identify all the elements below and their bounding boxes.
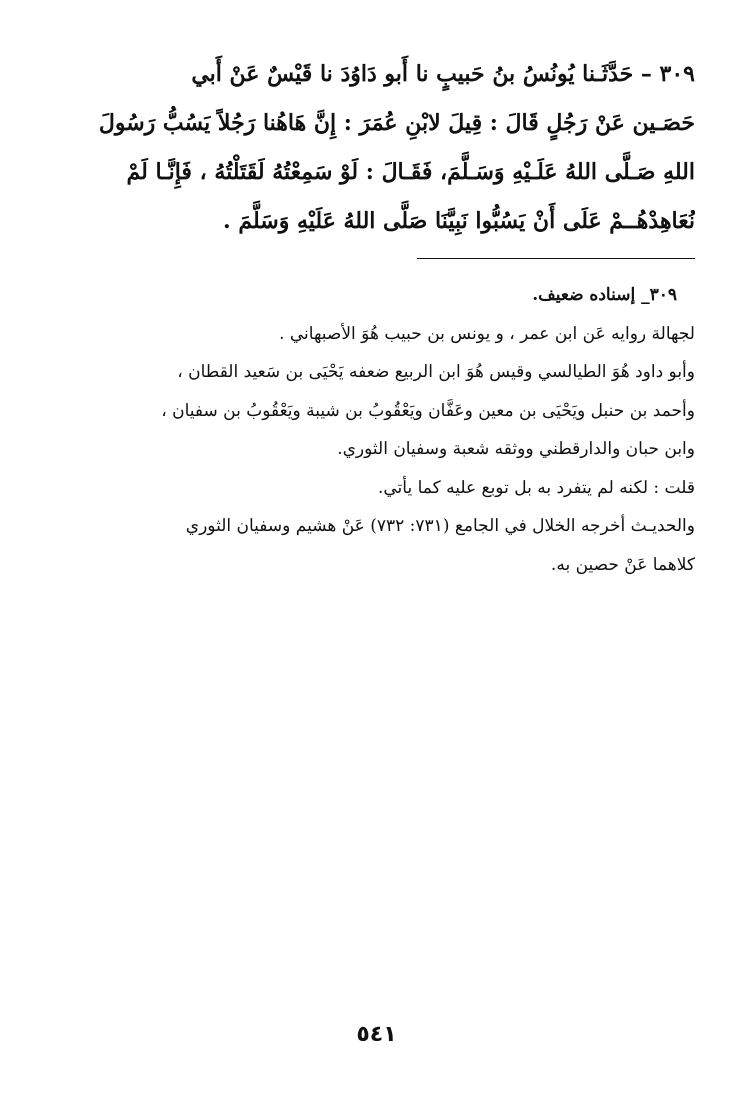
hadith-text: [55, 50, 695, 246]
footnote-block: [55, 276, 695, 584]
footnote-line: قلت : لكنه لم يتفرد به بل توبع عليه كما يأتي.: [377, 477, 695, 498]
hadith-line: اللهِ صَـلَّى اللهُ عَلَـيْهِ وَسَـلَّمَ، فَقَـالَ : لَوْ سَمِعْتُهُ لَقَتَلْتُهُ ، فَإِنَّـا لَمْ: [126, 159, 695, 185]
hadith-line: ٣٠٩ – حَدَّثَـنا يُونُسُ بنُ حَبيبٍ نا أَبو دَاوُدَ نا قَيْسٌ عَنْ أَبي: [191, 61, 695, 87]
footnote-line: وأبو داود هُوَ الطيالسي وقيس هُوَ ابن الربيع ضعفه يَحْيَى بن سَعيد القطان ،: [177, 362, 695, 382]
hadith-line: حَصَـين عَنْ رَجُلٍ قَالَ : قِيلَ لابْنِ عُمَرَ : إِنَّ هَاهُنا رَجُلاً يَسُبُّ رَسُولَ: [98, 110, 695, 136]
footnote-line: كلاهما عَنْ حصين به.: [550, 554, 695, 575]
page-number: ٥٤١: [356, 1022, 397, 1047]
hadith-line: نُعَاهِدْهُــمْ عَلَى أَنْ يَسُبُّوا نَبِيَّنَا صَلَّى اللهُ عَلَيْهِ وَسَلَّمَ .: [223, 208, 695, 234]
footnote-divider: [417, 258, 695, 259]
footnote-line: لجهالة روايه عَن ابن عمر ، و يونس بن حبيب هُوَ الأصبهاني .: [279, 323, 695, 344]
footnote-heading: ٣٠٩_ إسناده ضعيف.: [532, 285, 677, 305]
footnote-line: وأحمد بن حنبل ويَحْيَى بن معين وعَفَّان ويَعْقُوبُ بن شيبة ويَعْقُوبُ بن سفيان ،: [161, 400, 695, 421]
footnote-line: والحديـث أخرجه الخلال في الجامع (٧٣١: ٧٣٢) عَنْ هشيم وسفيان الثوري: [185, 516, 695, 536]
footnote-line: وابن حبان والدارقطني ووثقه شعبة وسفيان الثوري.: [337, 439, 695, 459]
